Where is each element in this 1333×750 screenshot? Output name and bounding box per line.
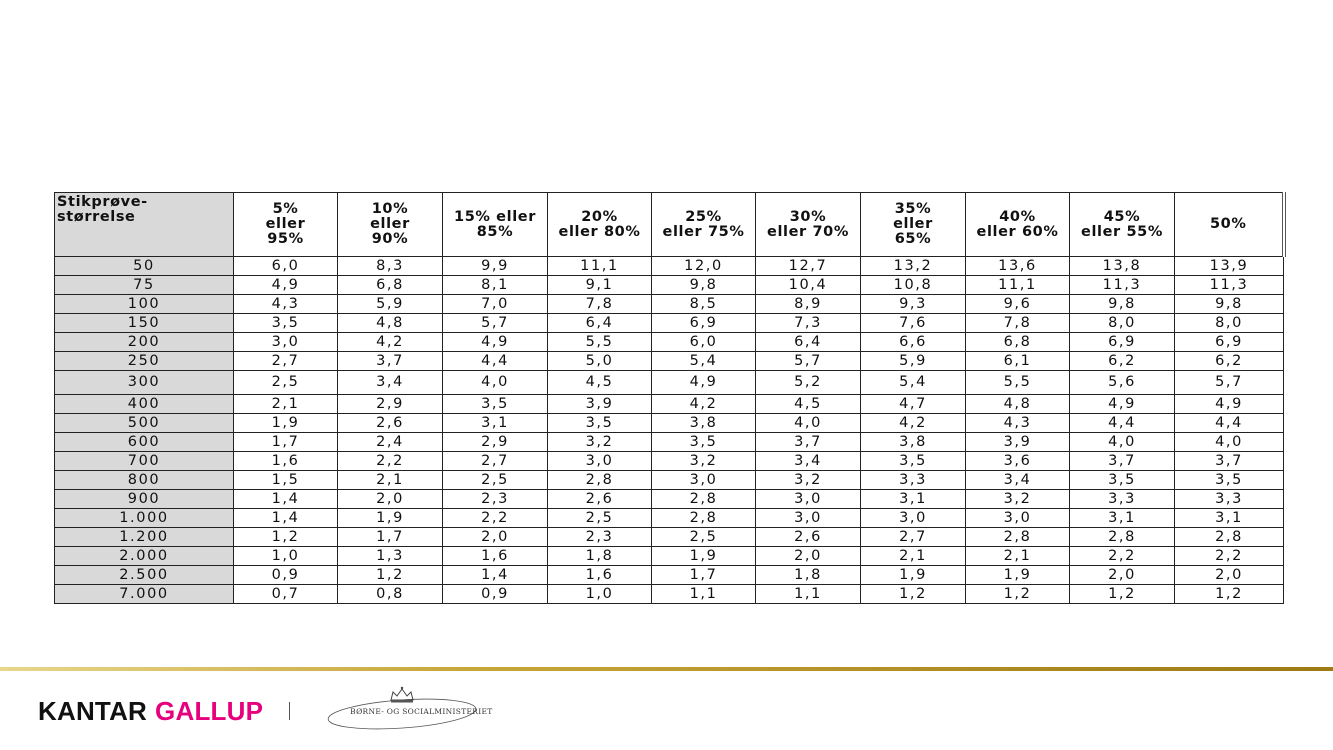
margin-cell: 2,8	[966, 528, 1070, 547]
margin-cell: 2,8	[1175, 528, 1284, 547]
ministry-logo	[326, 686, 493, 736]
margin-cell: 6,6	[861, 333, 966, 352]
margin-cell: 3,7	[1175, 452, 1284, 471]
margin-cell: 3,5	[443, 395, 548, 414]
margin-cell: 3,7	[338, 352, 443, 371]
margin-cell: 1,0	[548, 585, 652, 604]
margin-cell: 2,1	[861, 547, 966, 566]
margin-cell: 3,0	[756, 490, 861, 509]
margin-cell: 1,2	[338, 566, 443, 585]
sample-size-cell: 150	[55, 314, 234, 333]
margin-cell: 6,9	[1070, 333, 1175, 352]
margin-cell: 1,4	[443, 566, 548, 585]
margin-cell: 7,6	[861, 314, 966, 333]
margin-cell: 6,8	[966, 333, 1070, 352]
margin-cell: 4,4	[1175, 414, 1284, 433]
margin-cell: 8,0	[1175, 314, 1284, 333]
margin-cell: 5,5	[548, 333, 652, 352]
margin-cell: 8,5	[652, 295, 756, 314]
margin-cell: 2,6	[548, 490, 652, 509]
margin-cell: 5,7	[443, 314, 548, 333]
column-header: 20% eller 80%	[548, 193, 652, 257]
margin-cell: 6,9	[1175, 333, 1284, 352]
margin-cell: 4,5	[756, 395, 861, 414]
column-header: 5% eller 95%	[234, 193, 338, 257]
margin-cell: 1,6	[443, 547, 548, 566]
sample-size-cell: 2.000	[55, 547, 234, 566]
margin-cell: 5,4	[652, 352, 756, 371]
margin-cell: 2,0	[338, 490, 443, 509]
margin-cell: 4,3	[966, 414, 1070, 433]
margin-cell: 7,3	[756, 314, 861, 333]
margin-cell: 2,1	[234, 395, 338, 414]
margin-cell: 1,1	[756, 585, 861, 604]
margin-cell: 3,5	[234, 314, 338, 333]
margin-cell: 2,3	[443, 490, 548, 509]
margin-cell: 9,9	[443, 257, 548, 276]
margin-cell: 4,2	[338, 333, 443, 352]
sample-size-cell: 800	[55, 471, 234, 490]
sample-size-cell: 1.200	[55, 528, 234, 547]
column-header: 15% eller 85%	[443, 193, 548, 257]
ministry-name: BØRNE- OG SOCIALMINISTERIET	[350, 707, 493, 716]
margin-cell: 9,8	[1175, 295, 1284, 314]
margin-cell: 3,0	[234, 333, 338, 352]
margin-cell: 2,0	[1175, 566, 1284, 585]
margin-cell: 2,2	[1175, 547, 1284, 566]
sample-size-cell: 300	[55, 371, 234, 395]
margin-cell: 4,8	[966, 395, 1070, 414]
margin-cell: 4,0	[1070, 433, 1175, 452]
margin-cell: 4,9	[1070, 395, 1175, 414]
margin-cell: 9,8	[1070, 295, 1175, 314]
margin-cell: 1,2	[1070, 585, 1175, 604]
margin-cell: 4,2	[861, 414, 966, 433]
sample-size-cell: 100	[55, 295, 234, 314]
margin-cell: 5,2	[756, 371, 861, 395]
margin-cell: 4,4	[1070, 414, 1175, 433]
column-header: 30% eller 70%	[756, 193, 861, 257]
table-row	[55, 333, 1284, 352]
table-header-row	[55, 193, 1284, 257]
margin-cell: 5,9	[861, 352, 966, 371]
margin-of-error-table-wrap	[54, 192, 1284, 604]
margin-cell: 2,3	[548, 528, 652, 547]
margin-cell: 1,7	[234, 433, 338, 452]
margin-cell: 3,3	[1070, 490, 1175, 509]
margin-cell: 0,8	[338, 585, 443, 604]
margin-cell: 13,2	[861, 257, 966, 276]
margin-cell: 2,8	[1070, 528, 1175, 547]
margin-cell: 4,9	[234, 276, 338, 295]
sample-size-cell: 200	[55, 333, 234, 352]
margin-cell: 2,7	[861, 528, 966, 547]
margin-of-error-table	[54, 192, 1286, 604]
margin-cell: 5,4	[861, 371, 966, 395]
margin-cell: 1,2	[234, 528, 338, 547]
margin-cell: 2,9	[443, 433, 548, 452]
table-row	[55, 585, 1284, 604]
margin-cell: 11,1	[966, 276, 1070, 295]
margin-cell: 4,0	[1175, 433, 1284, 452]
margin-cell: 2,5	[548, 509, 652, 528]
margin-cell: 4,9	[443, 333, 548, 352]
margin-cell: 6,4	[548, 314, 652, 333]
table-row	[55, 371, 1284, 395]
column-header: 25% eller 75%	[652, 193, 756, 257]
margin-cell: 3,5	[1175, 471, 1284, 490]
margin-cell: 1,2	[966, 585, 1070, 604]
margin-cell: 4,2	[652, 395, 756, 414]
margin-cell: 4,9	[652, 371, 756, 395]
margin-cell: 0,9	[443, 585, 548, 604]
table-row	[55, 509, 1284, 528]
margin-cell: 1,4	[234, 490, 338, 509]
margin-cell: 3,0	[652, 471, 756, 490]
margin-cell: 3,1	[1070, 509, 1175, 528]
margin-cell: 3,8	[861, 433, 966, 452]
margin-cell: 10,4	[756, 276, 861, 295]
margin-cell: 2,5	[652, 528, 756, 547]
margin-cell: 3,3	[1175, 490, 1284, 509]
sample-size-cell: 250	[55, 352, 234, 371]
margin-cell: 9,3	[861, 295, 966, 314]
column-header: 40% eller 60%	[966, 193, 1070, 257]
margin-cell: 11,1	[548, 257, 652, 276]
sample-size-cell: 700	[55, 452, 234, 471]
sample-size-cell: 1.000	[55, 509, 234, 528]
table-row	[55, 352, 1284, 371]
margin-cell: 1,9	[652, 547, 756, 566]
column-header: 35% eller 65%	[861, 193, 966, 257]
margin-cell: 12,0	[652, 257, 756, 276]
margin-cell: 4,5	[548, 371, 652, 395]
column-header: 45% eller 55%	[1070, 193, 1175, 257]
margin-cell: 9,8	[652, 276, 756, 295]
margin-cell: 1,0	[234, 547, 338, 566]
margin-cell: 1,1	[652, 585, 756, 604]
margin-cell: 5,9	[338, 295, 443, 314]
margin-cell: 8,1	[443, 276, 548, 295]
kantar-gallup-logo	[38, 696, 263, 727]
gallup-logo-word: GALLUP	[155, 695, 264, 726]
margin-cell: 0,9	[234, 566, 338, 585]
margin-cell: 3,6	[966, 452, 1070, 471]
margin-cell: 2,0	[756, 547, 861, 566]
table-row	[55, 295, 1284, 314]
margin-cell: 9,1	[548, 276, 652, 295]
margin-cell: 3,2	[756, 471, 861, 490]
margin-cell: 5,7	[756, 352, 861, 371]
sample-size-cell: 400	[55, 395, 234, 414]
margin-cell: 8,3	[338, 257, 443, 276]
margin-cell: 3,7	[756, 433, 861, 452]
margin-cell: 12,7	[756, 257, 861, 276]
table-row	[55, 257, 1284, 276]
margin-cell: 1,9	[966, 566, 1070, 585]
margin-cell: 3,1	[443, 414, 548, 433]
margin-cell: 6,0	[652, 333, 756, 352]
margin-cell: 11,3	[1070, 276, 1175, 295]
crown-icon	[391, 687, 413, 703]
margin-cell: 2,8	[652, 490, 756, 509]
margin-cell: 0,7	[234, 585, 338, 604]
margin-cell: 13,9	[1175, 257, 1284, 276]
margin-cell: 3,4	[338, 371, 443, 395]
sample-size-cell: 50	[55, 257, 234, 276]
table-row	[55, 566, 1284, 585]
margin-cell: 3,1	[1175, 509, 1284, 528]
margin-cell: 3,1	[861, 490, 966, 509]
margin-cell: 6,8	[338, 276, 443, 295]
margin-cell: 1,8	[548, 547, 652, 566]
margin-cell: 3,0	[548, 452, 652, 471]
column-header: 50%	[1175, 193, 1284, 257]
margin-cell: 11,3	[1175, 276, 1284, 295]
margin-cell: 5,7	[1175, 371, 1284, 395]
margin-cell: 3,7	[1070, 452, 1175, 471]
logo-separator	[289, 702, 290, 720]
margin-cell: 1,6	[234, 452, 338, 471]
margin-cell: 6,2	[1070, 352, 1175, 371]
margin-cell: 3,5	[548, 414, 652, 433]
margin-cell: 9,6	[966, 295, 1070, 314]
margin-cell: 6,1	[966, 352, 1070, 371]
margin-cell: 3,5	[1070, 471, 1175, 490]
margin-cell: 1,4	[234, 509, 338, 528]
table-body	[55, 257, 1284, 604]
table-row	[55, 528, 1284, 547]
table-row	[55, 471, 1284, 490]
margin-cell: 2,7	[234, 352, 338, 371]
sample-size-cell: 900	[55, 490, 234, 509]
margin-cell: 3,0	[861, 509, 966, 528]
table-row	[55, 276, 1284, 295]
margin-cell: 5,0	[548, 352, 652, 371]
margin-cell: 3,9	[548, 395, 652, 414]
margin-cell: 1,6	[548, 566, 652, 585]
column-header-sample-size: Stikprøve- størrelse	[55, 193, 234, 257]
margin-cell: 8,0	[1070, 314, 1175, 333]
margin-cell: 4,0	[443, 371, 548, 395]
margin-cell: 2,7	[443, 452, 548, 471]
margin-cell: 3,5	[861, 452, 966, 471]
margin-cell: 1,2	[1175, 585, 1284, 604]
margin-cell: 2,0	[1070, 566, 1175, 585]
margin-cell: 5,6	[1070, 371, 1175, 395]
margin-cell: 1,7	[338, 528, 443, 547]
margin-cell: 4,4	[443, 352, 548, 371]
margin-cell: 2,2	[338, 452, 443, 471]
margin-cell: 1,9	[234, 414, 338, 433]
margin-cell: 4,7	[861, 395, 966, 414]
margin-cell: 6,9	[652, 314, 756, 333]
margin-cell: 4,3	[234, 295, 338, 314]
margin-cell: 3,0	[756, 509, 861, 528]
margin-cell: 13,6	[966, 257, 1070, 276]
table-row	[55, 395, 1284, 414]
margin-cell: 4,9	[1175, 395, 1284, 414]
table-row	[55, 433, 1284, 452]
margin-cell: 2,2	[1070, 547, 1175, 566]
margin-cell: 3,4	[966, 471, 1070, 490]
margin-cell: 5,5	[966, 371, 1070, 395]
margin-cell: 1,9	[338, 509, 443, 528]
margin-cell: 1,8	[756, 566, 861, 585]
sample-size-cell: 500	[55, 414, 234, 433]
margin-cell: 7,8	[548, 295, 652, 314]
table-row	[55, 414, 1284, 433]
table-row	[55, 314, 1284, 333]
sample-size-cell: 600	[55, 433, 234, 452]
margin-cell: 3,8	[652, 414, 756, 433]
margin-cell: 2,1	[338, 471, 443, 490]
margin-cell: 3,0	[966, 509, 1070, 528]
margin-cell: 1,7	[652, 566, 756, 585]
table-row	[55, 490, 1284, 509]
kantar-logo-word: KANTAR	[38, 695, 148, 726]
margin-cell: 2,5	[234, 371, 338, 395]
margin-cell: 1,3	[338, 547, 443, 566]
margin-cell: 3,2	[652, 452, 756, 471]
margin-cell: 2,5	[443, 471, 548, 490]
margin-cell: 4,8	[338, 314, 443, 333]
margin-cell: 6,4	[756, 333, 861, 352]
margin-cell: 3,4	[756, 452, 861, 471]
sample-size-cell: 7.000	[55, 585, 234, 604]
footer	[38, 686, 493, 736]
margin-cell: 2,4	[338, 433, 443, 452]
margin-cell: 3,2	[548, 433, 652, 452]
margin-cell: 7,0	[443, 295, 548, 314]
margin-cell: 3,3	[861, 471, 966, 490]
margin-cell: 8,9	[756, 295, 861, 314]
footer-divider-line	[0, 667, 1333, 671]
margin-cell: 3,2	[966, 490, 1070, 509]
margin-cell: 2,8	[652, 509, 756, 528]
margin-cell: 1,9	[861, 566, 966, 585]
margin-cell: 2,6	[756, 528, 861, 547]
margin-cell: 2,1	[966, 547, 1070, 566]
margin-cell: 4,0	[756, 414, 861, 433]
margin-cell: 2,8	[548, 471, 652, 490]
margin-cell: 3,9	[966, 433, 1070, 452]
sample-size-cell: 2.500	[55, 566, 234, 585]
margin-cell: 2,6	[338, 414, 443, 433]
table-row	[55, 547, 1284, 566]
margin-cell: 3,5	[652, 433, 756, 452]
margin-cell: 7,8	[966, 314, 1070, 333]
margin-cell: 10,8	[861, 276, 966, 295]
margin-cell: 6,0	[234, 257, 338, 276]
margin-cell: 2,0	[443, 528, 548, 547]
margin-cell: 2,9	[338, 395, 443, 414]
margin-cell: 6,2	[1175, 352, 1284, 371]
margin-cell: 1,5	[234, 471, 338, 490]
column-header: 10% eller 90%	[338, 193, 443, 257]
margin-cell: 13,8	[1070, 257, 1175, 276]
margin-cell: 2,2	[443, 509, 548, 528]
margin-cell: 1,2	[861, 585, 966, 604]
table-row	[55, 452, 1284, 471]
sample-size-cell: 75	[55, 276, 234, 295]
